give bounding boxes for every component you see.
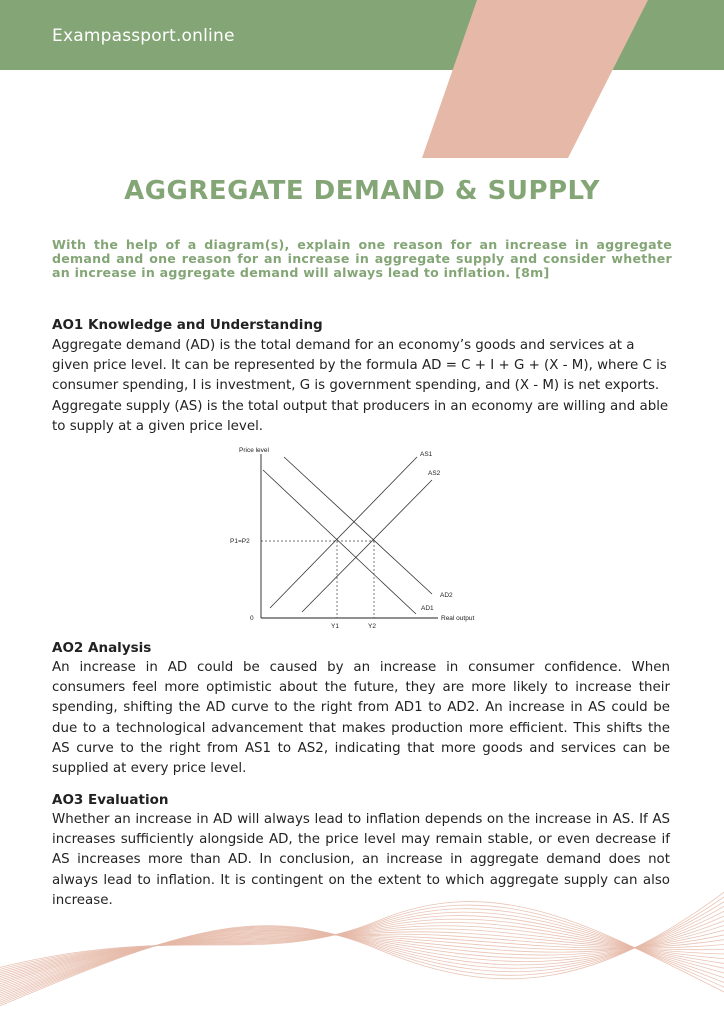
question-text: With the help of a diagram(s), explain one reason for an increase in aggregate demand and one reason for an increase in aggregate supply and consider whether an increase in aggregate demand will always lead to inflation. [8m] <box>52 237 672 280</box>
x-axis-label: Real output <box>441 615 475 622</box>
ad1-label: AD1 <box>421 605 434 612</box>
as1-label: AS1 <box>420 451 433 458</box>
ao1-line: consumer spending, I is investment, G is government spending, and (X - M) is net exports. <box>52 378 660 394</box>
ao1-body <box>52 336 670 437</box>
ao1-heading: AO1 Knowledge and Understanding <box>52 317 323 333</box>
header-pink-parallelogram <box>0 0 724 160</box>
as2-label: AS2 <box>428 470 441 477</box>
page-title: AGGREGATE DEMAND & SUPPLY <box>124 176 600 206</box>
origin-label: 0 <box>250 615 254 622</box>
site-name: Exampassport.online <box>52 26 235 46</box>
ao1-line: Aggregate supply (AS) is the total output that producers in an economy are willing and able <box>52 398 669 414</box>
ao1-line: to supply at a given price level. <box>52 418 264 434</box>
ad2-curve <box>284 457 432 594</box>
y1-label: Y1 <box>331 623 339 630</box>
ad1-curve <box>263 470 416 614</box>
price-label: P1=P2 <box>230 538 250 545</box>
ao2-heading: AO2 Analysis <box>52 640 152 656</box>
ao1-line: given price level. It can be represented by the formula AD = C + I + G + (X - M), where C is <box>52 358 667 374</box>
ao3-heading: AO3 Evaluation <box>52 792 169 808</box>
ao2-body: An increase in AD could be caused by an increase in consumer confidence. When consumers feel more optimistic about the future, they are more likely to increase their spending, shifting the AD curve to the right from AD1 to AD2. An increase in AS could be due to a technological advancement that makes production more efficient. This shifts the AS curve to the right from AS1 to AS2, indicating that more goods and services can be supplied at every price level. <box>52 660 670 777</box>
decorative-wave-lines <box>0 860 724 1024</box>
as2-curve <box>302 480 432 612</box>
y2-label: Y2 <box>368 623 376 630</box>
ao3-body: Whether an increase in AD will always lead to inflation depends on the increase in AS. If AS increases sufficiently alongside AD, the price level may remain stable, or even decrease if AS increases more than AD. In conclusion, an increase in aggregate demand does not always lead to inflation. It is contingent on the extent to which aggregate supply can also increase. <box>52 812 670 908</box>
as1-curve <box>270 457 417 608</box>
ad2-label: AD2 <box>440 592 453 599</box>
ao1-line: Aggregate demand (AD) is the total demand for an economy’s goods and services at a <box>52 338 635 353</box>
ad-as-diagram <box>226 440 496 636</box>
y-axis-label: Price level <box>239 447 269 454</box>
